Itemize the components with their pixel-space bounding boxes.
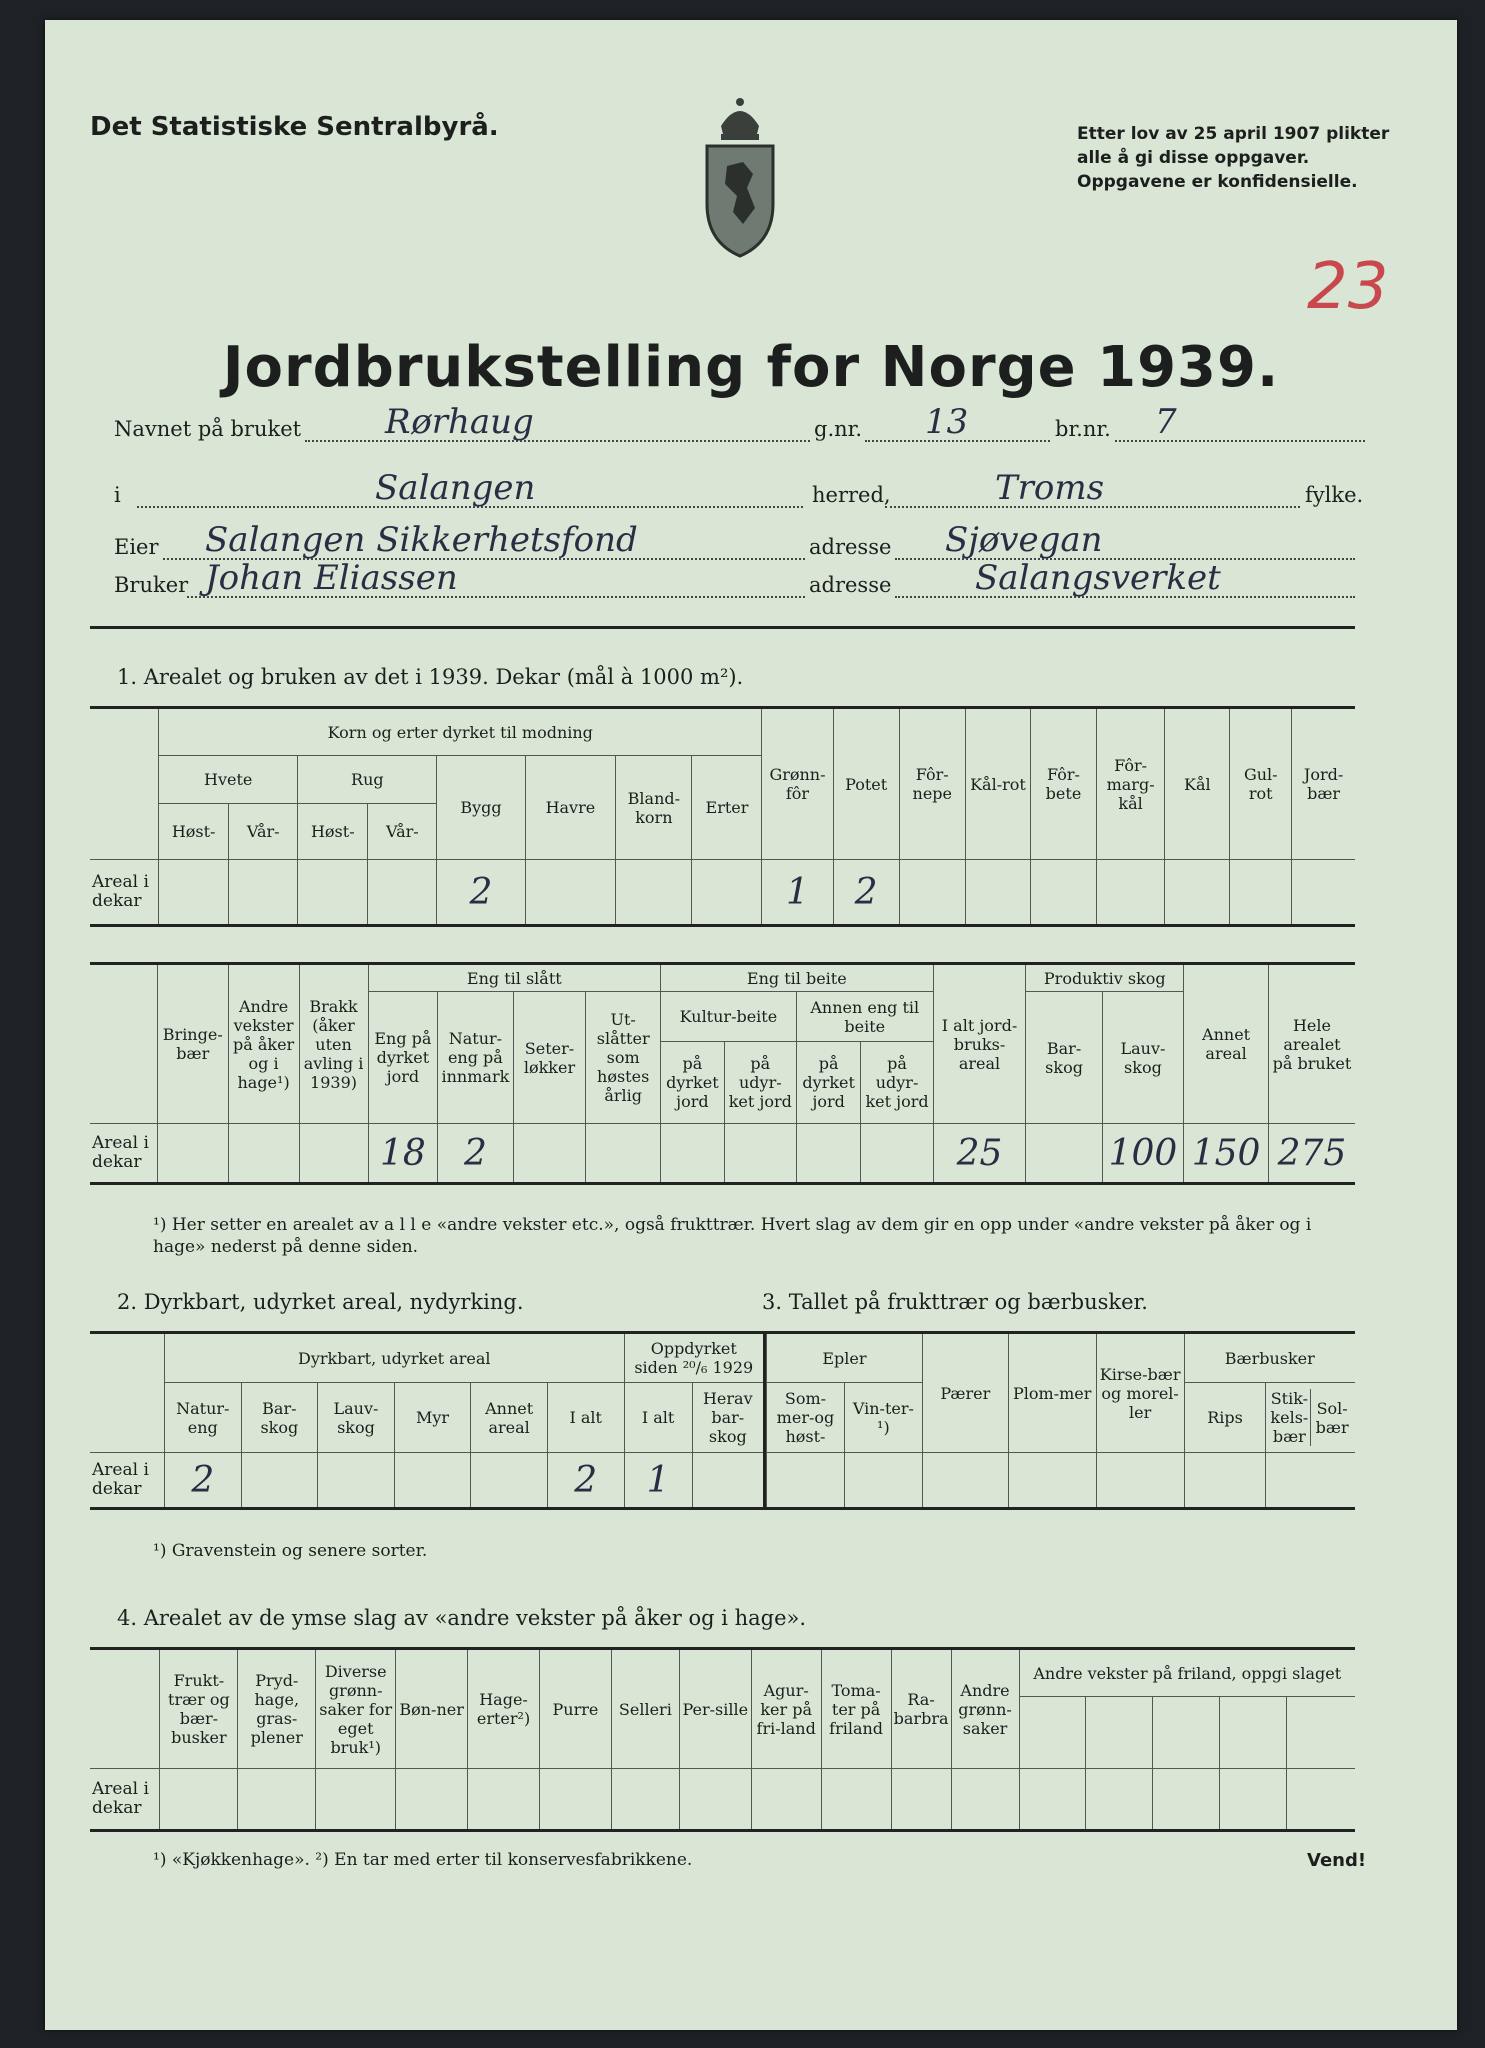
col-rug-host: Høst- [298, 804, 368, 860]
col-erter: Erter [692, 756, 762, 860]
cell-kal[interactable] [1165, 860, 1230, 926]
cell-rug-host[interactable] [298, 860, 368, 926]
eng-beite-header: Eng til beite [661, 964, 934, 992]
cell-seter[interactable] [513, 1124, 586, 1184]
col-friland-1[interactable] [1019, 1697, 1086, 1769]
col-stikkels-solbaer [1266, 1383, 1355, 1453]
cell-sommer[interactable] [767, 1453, 845, 1509]
cell-i-alt-jord[interactable]: 25 [933, 1124, 1026, 1184]
cell-plommer[interactable] [1008, 1453, 1096, 1509]
cell-agurker[interactable] [751, 1769, 821, 1831]
col-friland-3[interactable] [1153, 1697, 1220, 1769]
cell-natureng[interactable]: 2 [164, 1453, 241, 1509]
section4-table [90, 1647, 1355, 1832]
cell-kirsebaer[interactable] [1096, 1453, 1184, 1509]
cell-hele[interactable]: 275 [1268, 1124, 1355, 1184]
bruker-label: Bruker [114, 573, 189, 597]
col-friland-2[interactable] [1086, 1697, 1153, 1769]
col-rips: Rips [1184, 1383, 1266, 1453]
col-seter: Seter-løkker [513, 992, 586, 1124]
bruker-adresse-label: adresse [809, 573, 892, 597]
eier-label: Eier [114, 535, 159, 559]
cell-paerer[interactable] [922, 1453, 1008, 1509]
i-label: i [114, 483, 121, 507]
cell-bygg[interactable]: 2 [437, 860, 525, 926]
cell-barskog[interactable] [1026, 1124, 1102, 1184]
cell-lauvskog[interactable]: 100 [1102, 1124, 1183, 1184]
col-formargkal: Fôr-marg-kål [1096, 708, 1165, 860]
cell-annet-areal[interactable]: 150 [1184, 1124, 1269, 1184]
cell-hvete-var[interactable] [229, 860, 298, 926]
col-kirsebaer: Kirse-bær og morel-ler [1096, 1333, 1184, 1453]
cell-tomater[interactable] [821, 1769, 891, 1831]
form-page [45, 20, 1457, 2030]
col-annen-udyrket: på udyr-ket jord [861, 1042, 933, 1124]
bruket-value[interactable]: Rørhaug [385, 402, 534, 442]
cell-persille[interactable] [679, 1769, 751, 1831]
agency-name: Det Statistiske Sentralbyrå. [90, 112, 499, 142]
notice-line: alle å gi disse oppgaver. [1077, 148, 1310, 168]
col-havre: Havre [525, 756, 616, 860]
epler-header: Epler [767, 1333, 923, 1383]
col-potet: Potet [833, 708, 899, 860]
col-eng-dyrket: Eng på dyrket jord [368, 992, 438, 1124]
cell-stikkels-solbaer[interactable] [1266, 1453, 1355, 1509]
section2-heading: 2. Dyrkbart, udyrket areal, nydyrking. [117, 1290, 524, 1314]
bruker-value[interactable]: Johan Eliassen [205, 558, 458, 598]
col-hageerter: Hage-erter²) [468, 1649, 540, 1769]
col-hele: Hele arealet på bruket [1268, 964, 1355, 1124]
section1-table-b [90, 962, 1355, 1185]
col-kalrot: Kål-rot [965, 708, 1030, 860]
col-lauvskog: Lauv-skog [1102, 992, 1183, 1124]
eier-adresse-value[interactable]: Sjøvegan [945, 520, 1103, 560]
col-tomater: Toma-ter på friland [821, 1649, 891, 1769]
eng-slatt-header: Eng til slått [368, 964, 660, 992]
cell-barskog[interactable] [241, 1453, 318, 1509]
cell-herav[interactable] [692, 1453, 764, 1509]
herred-label: herred, [812, 483, 891, 507]
cell-lauvskog[interactable] [318, 1453, 395, 1509]
col-diverse: Diverse grønn-saker for eget bruk¹) [316, 1649, 396, 1769]
col-selleri: Selleri [611, 1649, 679, 1769]
col-prydhage: Pryd-hage, gras-plener [238, 1649, 316, 1769]
cell-jordbaer[interactable] [1292, 860, 1355, 926]
col-jordbaer: Jord-bær [1292, 708, 1355, 860]
cell-bonner[interactable] [396, 1769, 468, 1831]
gnr-label: g.nr. [814, 417, 863, 441]
cell-eng-dyrket[interactable]: 18 [368, 1124, 438, 1184]
col-bringebaer: Bringe-bær [157, 964, 228, 1124]
col-hvete-host: Høst- [159, 804, 229, 860]
col-plommer: Plom-mer [1008, 1333, 1096, 1453]
bruket-label: Navnet på bruket [114, 417, 302, 441]
cell-annet[interactable] [471, 1453, 548, 1509]
cell-frukttraer[interactable] [160, 1769, 238, 1831]
oppdyrket-header: Oppdyrket siden ²⁰/₆ 1929 [624, 1333, 764, 1383]
coat-of-arms-icon [697, 92, 783, 260]
form-title: Jordbrukstelling for Norge 1939. [222, 335, 1280, 400]
section1-table-a [90, 706, 1355, 927]
baerbusker-header: Bærbusker [1184, 1333, 1355, 1383]
col-barskog: Bar-skog [1026, 992, 1102, 1124]
col-agurker: Agur-ker på fri-land [751, 1649, 821, 1769]
cell-friland-1[interactable] [1019, 1769, 1086, 1831]
bruker-adresse-value[interactable]: Salangsverket [975, 558, 1221, 598]
col-natureng: Natur-eng [164, 1383, 241, 1453]
cell-rips[interactable] [1184, 1453, 1266, 1509]
cell-kultur-dyrket[interactable] [661, 1124, 725, 1184]
col-kultur-dyrket: på dyrket jord [661, 1042, 725, 1124]
col-hvete-var: Vår- [229, 804, 298, 860]
prod-skog-header: Produktiv skog [1026, 964, 1184, 992]
cell-hageerter[interactable] [468, 1769, 540, 1831]
cell-kultur-udyrket[interactable] [724, 1124, 796, 1184]
col-friland-5[interactable] [1286, 1697, 1355, 1769]
cell-annen-dyrket[interactable] [796, 1124, 861, 1184]
andre-friland-header: Andre vekster på friland, oppgi slaget [1019, 1649, 1355, 1697]
col-rug-var: Vår- [368, 804, 437, 860]
col-bonner: Bøn-ner [396, 1649, 468, 1769]
col-myr: Myr [394, 1383, 471, 1453]
cell-purre[interactable] [540, 1769, 612, 1831]
row-areal-label: Areal i dekar [90, 1124, 157, 1184]
notice-line: Oppgavene er konfidensielle. [1077, 172, 1358, 192]
cell-friland-2[interactable] [1086, 1769, 1153, 1831]
section3-table [766, 1331, 1355, 1510]
cell-potet[interactable]: 2 [833, 860, 899, 926]
cell-bringebaer[interactable] [157, 1124, 228, 1184]
section1-heading: 1. Arealet og bruken av det i 1939. Dekar (mål à 1000 m²). [117, 665, 744, 689]
col-persille: Per-sille [679, 1649, 751, 1769]
cell-andre[interactable] [228, 1124, 299, 1184]
korn-header: Korn og erter dyrket til modning [159, 708, 762, 756]
cell-fornepe[interactable] [899, 860, 965, 926]
section4-footnote: ¹) «Kjøkkenhage». ²) En tar med erter til konservesfabrikkene. [153, 1850, 693, 1870]
cell-natureng[interactable]: 2 [438, 1124, 513, 1184]
brnr-value[interactable]: 7 [1155, 402, 1177, 442]
col-rabarbra: Ra-barbra [891, 1649, 951, 1769]
col-gronnfor: Grønn-fôr [762, 708, 833, 860]
cell-blandkorn[interactable] [616, 860, 692, 926]
col-i-alt-jord: I alt jord-bruks-areal [933, 964, 1026, 1124]
eier-adresse-label: adresse [809, 535, 892, 559]
section1-footnote: ¹) Her setter en arealet av a l l e «andre vekster etc.», også frukttrær. Hvert slag av dem gir en opp under «andre vekster på åker og i hage» nederst på denne siden. [153, 1215, 1312, 1257]
cell-rabarbra[interactable] [891, 1769, 951, 1831]
cell-hvete-host[interactable] [159, 860, 229, 926]
col-hvete: Hvete [159, 756, 298, 804]
col-stikkels: Stik-kels-bær [1268, 1389, 1311, 1446]
col-utslatter: Ut-slåtter som høstes årlig [586, 992, 661, 1124]
cell-myr[interactable] [394, 1453, 471, 1509]
cell-formargkal[interactable] [1096, 860, 1165, 926]
section3-heading: 3. Tallet på frukttrær og bærbusker. [762, 1290, 1148, 1314]
cell-i-alt[interactable]: 2 [547, 1453, 624, 1509]
cell-friland-3[interactable] [1153, 1769, 1220, 1831]
eier-value[interactable]: Salangen Sikkerhetsfond [205, 520, 638, 560]
col-bygg: Bygg [437, 756, 525, 860]
cell-diverse[interactable] [316, 1769, 396, 1831]
section4-heading: 4. Arealet av de ymse slag av «andre vekster på åker og i hage». [117, 1606, 807, 1630]
cell-gulrot[interactable] [1230, 860, 1292, 926]
col-brakk: Brakk (åker uten avling i 1939) [299, 964, 368, 1124]
col-kultur-udyrket: på udyr-ket jord [724, 1042, 796, 1124]
row-areal-label: Areal i dekar [90, 860, 159, 926]
cell-selleri[interactable] [611, 1769, 679, 1831]
gnr-value[interactable]: 13 [925, 402, 969, 442]
cell-annen-udyrket[interactable] [861, 1124, 933, 1184]
brnr-label: br.nr. [1055, 417, 1111, 441]
col-gulrot: Gul-rot [1230, 708, 1292, 860]
stamp-number: 23 [1307, 250, 1389, 324]
vend-label: Vend! [1307, 1850, 1367, 1871]
col-sommer: Som-mer-og høst- [767, 1383, 845, 1453]
cell-havre[interactable] [525, 860, 616, 926]
col-i-alt: I alt [547, 1383, 624, 1453]
col-vinter: Vin-ter-¹) [844, 1383, 922, 1453]
fylke-value[interactable]: Troms [995, 468, 1105, 508]
col-friland-4[interactable] [1219, 1697, 1286, 1769]
col-andre: Andre vekster på åker og i hage¹) [228, 964, 299, 1124]
cell-erter[interactable] [692, 860, 762, 926]
cell-brakk[interactable] [299, 1124, 368, 1184]
col-annen-eng: Annen eng til beite [796, 992, 933, 1042]
col-solbaer: Sol-bær [1315, 1398, 1349, 1437]
col-annet: Annet areal [471, 1383, 548, 1453]
cell-prydhage[interactable] [238, 1769, 316, 1831]
cell-forbete[interactable] [1031, 860, 1097, 926]
dyrkbart-header: Dyrkbart, udyrket areal [164, 1333, 624, 1383]
col-paerer: Pærer [922, 1333, 1008, 1453]
cell-vinter[interactable] [844, 1453, 922, 1509]
cell-gronnfor[interactable]: 1 [762, 860, 833, 926]
cell-andre-gronn[interactable] [951, 1769, 1019, 1831]
col-barskog: Bar-skog [241, 1383, 318, 1453]
col-andre-gronn: Andre grønn-saker [951, 1649, 1019, 1769]
col-oppdyrket-i-alt: I alt [624, 1383, 692, 1453]
herred-value[interactable]: Salangen [375, 468, 536, 508]
cell-kalrot[interactable] [965, 860, 1030, 926]
cell-oppdyrket[interactable]: 1 [624, 1453, 692, 1509]
col-annen-dyrket: på dyrket jord [796, 1042, 861, 1124]
col-rug: Rug [298, 756, 437, 804]
col-annet-areal: Annet areal [1184, 964, 1269, 1124]
cell-friland-5[interactable] [1286, 1769, 1355, 1831]
col-purre: Purre [540, 1649, 612, 1769]
col-kal: Kål [1165, 708, 1230, 860]
fylke-label: fylke. [1305, 483, 1364, 507]
col-fornepe: Fôr-nepe [899, 708, 965, 860]
section2-footnote: ¹) Gravenstein og senere sorter. [153, 1541, 428, 1561]
notice-line: Etter lov av 25 april 1907 plikter [1077, 124, 1390, 144]
col-lauvskog: Lauv-skog [318, 1383, 395, 1453]
col-blandkorn: Bland-korn [616, 756, 692, 860]
cell-rug-var[interactable] [368, 860, 437, 926]
col-natureng: Natur-eng på innmark [438, 992, 513, 1124]
cell-utslatter[interactable] [586, 1124, 661, 1184]
row-areal-label: Areal i dekar [90, 1453, 164, 1509]
row-areal-label: Areal i dekar [90, 1769, 160, 1831]
cell-friland-4[interactable] [1219, 1769, 1286, 1831]
col-frukttraer: Frukt-trær og bær-busker [160, 1649, 238, 1769]
legal-notice [1077, 122, 1389, 194]
col-kulturbeite: Kultur-beite [661, 992, 797, 1042]
col-herav: Herav bar-skog [692, 1383, 764, 1453]
col-forbete: Fôr-bete [1031, 708, 1097, 860]
section2-table [90, 1331, 766, 1510]
